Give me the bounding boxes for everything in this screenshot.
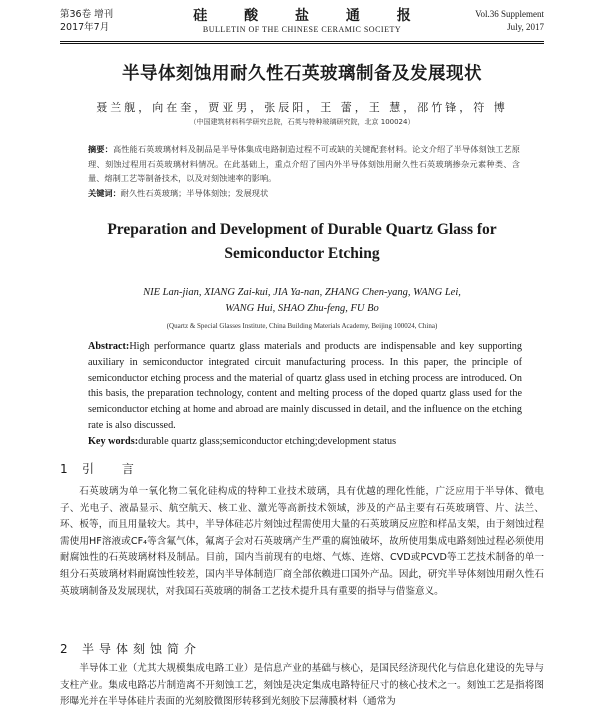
section-title: 半导体刻蚀简介	[82, 642, 202, 656]
abstract-en-block	[88, 339, 522, 450]
header-date-cn: 2017年7月	[60, 22, 110, 33]
abstract-cn-block	[88, 142, 520, 200]
paragraph: 石英玻璃为单一氧化物二氧化硅构成的特种工业技术玻璃，具有优越的理化性能，广泛应用于半导体、微电子、光电子、液晶显示、航空航天、核工业、激光等高新技术领域，涉及的产品主要有石英玻璃管、片、法兰、环、板等，而且用量较大。其中，半导体硅芯片刻蚀过程需使用大量的石英玻璃反应腔和样品支架，由于刻蚀过程需使用HF溶液或CF₄等含氟气体，氟离子会对石英玻璃产生严重的腐蚀破坏，故所使用集成电路刻蚀过程必须使用耐腐蚀性的石英玻璃材料及制品。目前，国内当前现有的电熔、气炼、连熔、CVD或PCVD等工艺技术制备的单一组分石英玻璃材料耐腐蚀性较差，国内半导体制造厂商全部依赖进口国外产品。因此，研究半导体刻蚀用耐久性石英玻璃制备及发展现状，对我国石英玻璃的制备工艺技术提升具有重要的指导与借鉴意义。	[60, 486, 544, 597]
header-rule-top	[60, 41, 544, 42]
abstract-cn	[88, 142, 520, 186]
keywords-cn	[88, 186, 520, 201]
section-number: 1	[60, 462, 68, 476]
section-1-body	[60, 484, 544, 600]
keywords-en-text: durable quartz glass;semiconductor etching;development status	[138, 435, 397, 447]
header-rule-bottom	[60, 43, 544, 44]
header-volume-issue: 第36卷 增刊	[60, 9, 114, 20]
abstract-cn-text: 高性能石英玻璃材料及制品是半导体集成电路制造过程不可或缺的关键配套材料。论文介绍了半导体刻蚀工艺原理、刻蚀过程用石英玻璃材料情况。在此基础上，重点介绍了国内外半导体刻蚀用耐久性石英玻璃掺杂元素种类、含量、熔制工艺等制备技术，以及对刻蚀速率的影响。	[88, 144, 520, 183]
affiliation-en: (Quartz & Special Glasses Institute, China Building Materials Academy, Beijing 100024, China)	[166, 322, 438, 330]
header-date-en: July, 2017	[507, 22, 544, 32]
keywords-en-label: Key words:	[88, 435, 139, 447]
title-en-line-1: Preparation and Development of Durable Quartz Glass for	[107, 221, 497, 238]
abstract-en-label: Abstract:	[88, 341, 130, 352]
section-title: 引 言	[82, 462, 146, 476]
keywords-cn-label: 关键词：	[88, 187, 121, 198]
affiliation-cn: （中国建筑材料科学研究总院，石英与特种玻璃研究院，北京 100024）	[189, 118, 415, 126]
keywords-cn-text: 耐久性石英玻璃；半导体刻蚀；发展现状	[120, 187, 269, 198]
section-heading-1	[60, 460, 146, 477]
header-journal	[60, 8, 544, 36]
section-heading-2	[60, 640, 201, 657]
authors-en-line-1: NIE Lan-jian, XIANG Zai-kui, JIA Ya-nan, ZHANG Chen-yang, WANG Lei,	[143, 287, 461, 298]
abstract-en	[88, 339, 522, 434]
title-cn: 半导体刻蚀用耐久性石英玻璃制备及发展现状	[122, 64, 482, 84]
authors-en	[80, 285, 524, 317]
paragraph: 半导体工业（尤其大规模集成电路工业）是信息产业的基础与核心，是国民经济现代化与信息化建设的先导与支柱产业。集成电路芯片制造离不开刻蚀工艺，刻蚀是决定集成电路特征尺寸的核心技术之一。刻蚀工艺是指将图形曝光并在半导体硅片表面的光刻胶微图形转移到光刻胶下层薄膜材料（通常为	[60, 663, 544, 708]
keywords-en	[88, 434, 522, 450]
section-2-body	[60, 661, 544, 711]
header-volume-en: Vol.36 Supplement	[475, 9, 544, 19]
authors-en-line-2: WANG Hui, SHAO Zhu-feng, FU Bo	[225, 303, 379, 314]
title-en-line-2: Semiconductor Etching	[224, 245, 380, 262]
header-journal-en: BULLETIN OF THE CHINESE CERAMIC SOCIETY	[202, 25, 402, 34]
authors-cn: 聂兰舰，向在奎，贾亚男，张辰阳，王 蕾，王 慧，邵竹锋，符 博	[96, 101, 508, 114]
section-number: 2	[60, 642, 68, 656]
abstract-cn-label: 摘要：	[88, 144, 113, 154]
abstract-en-text: High performance quartz glass materials and products are indispensable and key supporting auxiliary in semiconductor integrated circuit manufacturing process. In this paper, the principle of semiconductor etching process and the material of quartz glass used in etching process are introduced. On this basis, the preparation technology, content and melting process of the doped quartz glass used for the semiconductor etching at home and abroad are mainly discussed in detail, and the influence on the etching rate is also discussed.	[88, 341, 522, 431]
header-volume-info	[475, 8, 544, 34]
header-journal-cn: 硅 酸 盐 通 报	[193, 8, 427, 24]
title-en	[60, 218, 544, 266]
running-header	[60, 8, 544, 40]
